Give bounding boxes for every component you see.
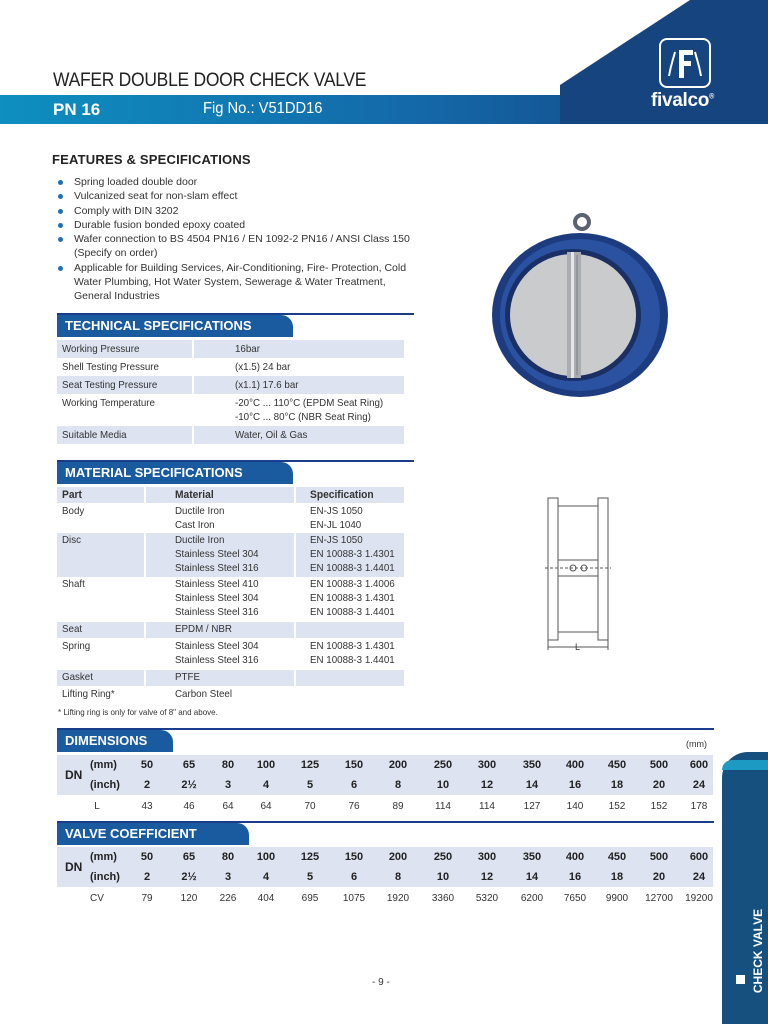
table-header: Part Material Specification <box>57 487 404 503</box>
coefficient-inch-cell: 16 <box>568 871 582 883</box>
page-number: - 9 - <box>372 977 390 988</box>
coefficient-inch-cell: 4 <box>262 871 270 883</box>
dimensions-inch-cell: 8 <box>394 779 402 791</box>
dimensions-inch-cell: 6 <box>350 779 358 791</box>
coefficient-values-cell: 12700 <box>645 893 673 904</box>
dimensions-mm-cell: 250 <box>433 759 453 771</box>
table-row: Lifting Ring* Carbon Steel <box>62 688 233 700</box>
dimensions-heading: DIMENSIONS <box>57 730 173 752</box>
table-row: Disc Ductile Iron Stainless Steel 304 Stainless Steel 316 EN-JS 1050 EN 10088-3 1.4301 EN 10088-3 1.4401 <box>57 533 404 577</box>
dimensions-inch-cell: 14 <box>525 779 539 791</box>
coefficient-values-cell: 226 <box>219 893 237 904</box>
dimensions-mm-cell: 300 <box>477 759 497 771</box>
pressure-rating: PN 16 <box>53 100 101 119</box>
table-row: Shaft Stainless Steel 410 Stainless Steel 304 Stainless Steel 316 EN 10088-3 1.4006 EN 10088-3 1.4301 EN 10088-3 1.4401 <box>62 578 395 618</box>
table-row: Working Temperature -20°C ... 110°C (EPDM Seat Ring) -10°C ... 80°C (NBR Seat Ring) <box>62 397 384 423</box>
dimensions-mm-cell: 450 <box>607 759 627 771</box>
coefficient-mm-cell: 400 <box>565 851 585 863</box>
footnote: * Lifting ring is only for valve of 8" and above. <box>58 708 218 717</box>
dimensions-section-header <box>57 730 714 752</box>
coefficient-inch-cell: 14 <box>525 871 539 883</box>
dimensions-values-cell: 114 <box>479 801 495 812</box>
coefficient-values-cell: 5320 <box>475 893 499 904</box>
table-row: Spring Stainless Steel 304 Stainless Steel 316 EN 10088-3 1.4301 EN 10088-3 1.4401 <box>62 640 395 666</box>
dimensions-mm-cell: 350 <box>522 759 542 771</box>
coefficient-inch-cell: 3 <box>224 871 232 883</box>
technical-heading: TECHNICAL SPECIFICATIONS <box>57 315 293 337</box>
dimensions-values-cell: 114 <box>435 801 451 812</box>
coefficient-values-cell: 9900 <box>605 893 629 904</box>
table-row: Working Pressure 16bar <box>57 340 404 358</box>
coefficient-heading: VALVE COEFFICIENT <box>57 823 249 845</box>
dimensions-inch-cell: 18 <box>610 779 624 791</box>
coefficient-inch-cell: 2½ <box>181 871 197 883</box>
dimensions-mm-cell: 600 <box>689 759 709 771</box>
material-section-header <box>57 462 414 484</box>
side-tab-label: CHECK VALVE <box>751 908 765 994</box>
dimensions-values-cell: 127 <box>523 801 541 812</box>
coefficient-values-cell: 695 <box>301 893 319 904</box>
dimensions-values-cell: 64 <box>260 801 272 812</box>
coefficient-values-cell: 1075 <box>342 893 366 904</box>
dimensions-mm-cell: 200 <box>388 759 408 771</box>
coefficient-values-cell: 120 <box>180 893 198 904</box>
dimensions-mm-cell: 125 <box>300 759 320 771</box>
coefficient-mm-cell: 250 <box>433 851 453 863</box>
coefficient-values-cell: 3360 <box>431 893 455 904</box>
dimensions-inch-cell: 2½ <box>181 779 197 791</box>
dimensions-values-cell: 140 <box>566 801 584 812</box>
dimensions-inch-cell: 12 <box>480 779 494 791</box>
coefficient-mm-cell: 500 <box>649 851 669 863</box>
square-icon <box>736 975 745 984</box>
coefficient-mm-cell: 450 <box>607 851 627 863</box>
coefficient-mm-cell: 200 <box>388 851 408 863</box>
coefficient-inch-cell: 12 <box>480 871 494 883</box>
dimensions-inch-cell: 24 <box>692 779 706 791</box>
table-row: Shell Testing Pressure (x1.5) 24 bar <box>62 361 291 373</box>
dimension-label: L <box>575 642 581 652</box>
coefficient-mm-cell: 50 <box>140 851 154 863</box>
brand-logo-icon <box>659 38 711 88</box>
dimensions-inch-cell: 16 <box>568 779 582 791</box>
coefficient-mm-cell: 600 <box>689 851 709 863</box>
material-heading: MATERIAL SPECIFICATIONS <box>57 462 293 484</box>
coefficient-mm-cell: 65 <box>182 851 196 863</box>
coefficient-values-cell: 7650 <box>563 893 587 904</box>
table-row: Suitable Media Water, Oil & Gas <box>57 426 404 444</box>
coefficient-inch-cell: 10 <box>436 871 450 883</box>
list-item: Spring loaded double door <box>58 175 418 189</box>
coefficient-inch-cell: 2 <box>143 871 151 883</box>
coefficient-mm-cell: 80 <box>221 851 235 863</box>
coefficient-mm-cell: 125 <box>300 851 320 863</box>
dimensions-mm-cell: 100 <box>256 759 276 771</box>
table-row: Seat Testing Pressure (x1.1) 17.6 bar <box>57 376 404 394</box>
dimensions-inch-cell: 5 <box>306 779 314 791</box>
coefficient-inch-cell: 5 <box>306 871 314 883</box>
dimensions-mm-cell: 65 <box>182 759 196 771</box>
technical-table <box>57 340 404 446</box>
coefficient-inch-cell: 6 <box>350 871 358 883</box>
dimensions-inch-cell: 20 <box>652 779 666 791</box>
coefficient-inch-cell: 18 <box>610 871 624 883</box>
valve-photo <box>485 210 675 400</box>
coefficient-values-cell: 6200 <box>520 893 544 904</box>
list-item: Durable fusion bonded epoxy coated <box>58 218 418 232</box>
figure-number: Fig No.: V51DD16 <box>203 100 323 117</box>
dimensions-inch-cell: 4 <box>262 779 270 791</box>
table-row: Body Ductile Iron Cast Iron EN-JS 1050 EN-JL 1040 <box>62 505 363 531</box>
brand-name: fivalco® <box>651 90 714 111</box>
page-title: WAFER DOUBLE DOOR CHECK VALVE <box>53 70 367 91</box>
features-heading: FEATURES & SPECIFICATIONS <box>52 152 251 167</box>
technical-section-header <box>57 315 414 337</box>
list-item: Applicable for Building Services, Air-Conditioning, Fire- Protection, Cold Water Plumbing, Hot Water System, Sewerage & Water Treatment, General Industries <box>58 261 418 304</box>
side-tab-accent <box>722 760 768 770</box>
dimensions-values-cell: 76 <box>348 801 360 812</box>
dimensions-values-cell: 152 <box>650 801 668 812</box>
lifting-ring-icon <box>575 215 589 229</box>
coefficient-mm-cell: 100 <box>256 851 276 863</box>
table-row: Seat EPDM / NBR <box>57 622 404 638</box>
dimensions-mm-cell: 500 <box>649 759 669 771</box>
dimensions-values-cell: 43 <box>141 801 153 812</box>
dimensions-values-cell: 70 <box>304 801 316 812</box>
coefficient-values-cell: 404 <box>257 893 275 904</box>
coefficient-mm-cell: 150 <box>344 851 364 863</box>
coefficient-values-cell: 1920 <box>386 893 410 904</box>
coefficient-inch-cell: 24 <box>692 871 706 883</box>
table-row: Gasket PTFE <box>57 670 404 686</box>
coefficient-values-cell: 79 <box>141 893 153 904</box>
dimensions-inch-cell: 2 <box>143 779 151 791</box>
list-item: Wafer connection to BS 4504 PN16 / EN 1092-2 PN16 / ANSI Class 150 (Specify on order) <box>58 232 418 261</box>
material-table <box>57 487 404 702</box>
dimensions-table: DN (mm) (inch) L 50 65 80 100 125 150 200 250 300 350 400 450 500 600 2 2½ 3 4 5 6 8 10 12 14 16 18 20 24 43 46 64 64 70 76 89 114 114 127 140 152 152 178 <box>57 755 713 821</box>
list-item: Vulcanized seat for non-slam effect <box>58 189 418 203</box>
dimensions-inch-cell: 3 <box>224 779 232 791</box>
coefficient-section-header <box>57 823 714 845</box>
coefficient-inch-cell: 20 <box>652 871 666 883</box>
coefficient-inch-cell: 8 <box>394 871 402 883</box>
dimensions-mm-cell: 400 <box>565 759 585 771</box>
coefficient-values-cell: 19200 <box>685 893 713 904</box>
coefficient-table: DN (mm) (inch) CV 50 65 80 100 125 150 200 250 300 350 400 450 500 600 2 2½ 3 4 5 6 8 10 12 14 16 18 20 24 79 120 226 404 695 1075 1920 3360 5320 6200 7650 9900 12700 19200 <box>57 847 713 913</box>
dimensions-values-cell: 46 <box>183 801 195 812</box>
features-list <box>58 175 418 304</box>
dimensions-values-cell: 64 <box>222 801 234 812</box>
dimensions-values-cell: 152 <box>608 801 626 812</box>
coefficient-mm-cell: 300 <box>477 851 497 863</box>
unit-label: (mm) <box>686 739 707 749</box>
dimensions-inch-cell: 10 <box>436 779 450 791</box>
valve-drawing <box>535 490 625 655</box>
dimensions-values-cell: 178 <box>690 801 708 812</box>
dimensions-mm-cell: 80 <box>221 759 235 771</box>
dimensions-values-cell: 89 <box>392 801 404 812</box>
dimensions-mm-cell: 150 <box>344 759 364 771</box>
dimensions-mm-cell: 50 <box>140 759 154 771</box>
coefficient-mm-cell: 350 <box>522 851 542 863</box>
list-item: Comply with DIN 3202 <box>58 204 418 218</box>
